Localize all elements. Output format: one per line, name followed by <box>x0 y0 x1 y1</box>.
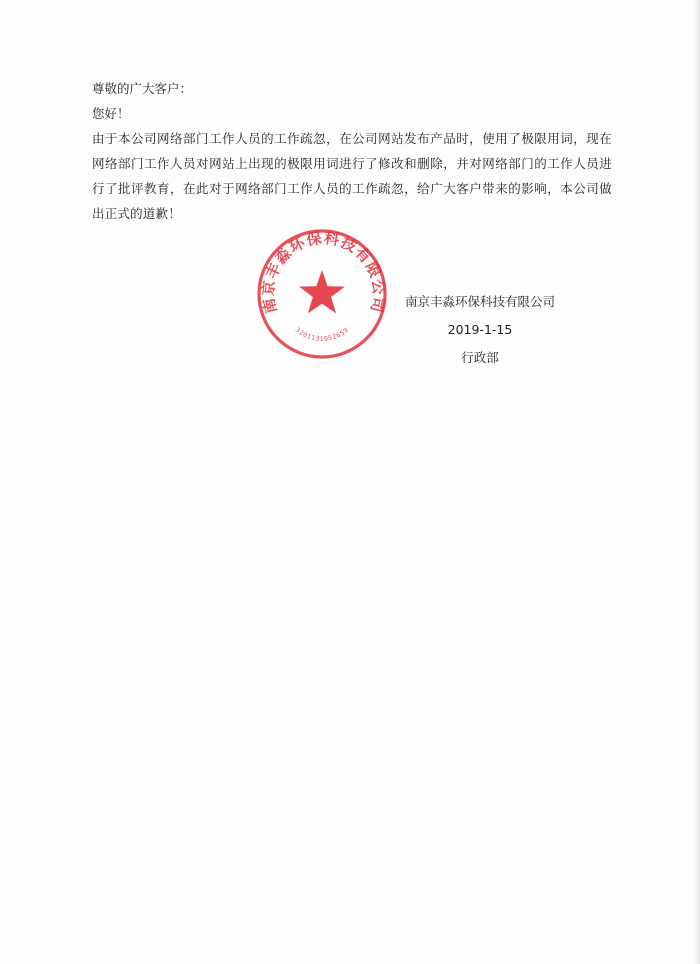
letter-body <box>92 76 612 226</box>
scan-edge-shadow <box>694 0 700 964</box>
seal-star <box>299 270 345 313</box>
company-name: 南京丰淼环保科技有限公司 <box>404 294 555 309</box>
apology-paragraph: 由于本公司网络部门工作人员的工作疏忽，在公司网站发布产品时，使用了极限用词，现在网络部门工作人员对网站上出现的极限用词进行了修改和删除，并对网络部门的工作人员进行了批评教育，在此对于网络部门工作人员的工作疏忽，给广大客户带来的影响，本公司做出正式的道歉！ <box>92 131 612 221</box>
seal-ring-text: 南京丰淼环保科技有限公司 <box>259 228 388 316</box>
seal-number: 3201131052659 <box>293 325 351 343</box>
seal-graphic <box>259 229 388 357</box>
issue-date: 2019-1-15 <box>447 322 513 337</box>
greeting: 您好！ <box>92 106 130 121</box>
department-name: 行政部 <box>461 350 499 365</box>
salutation: 尊敬的广大客户： <box>92 81 193 96</box>
signature-block <box>395 288 565 372</box>
company-seal-icon <box>254 226 390 362</box>
